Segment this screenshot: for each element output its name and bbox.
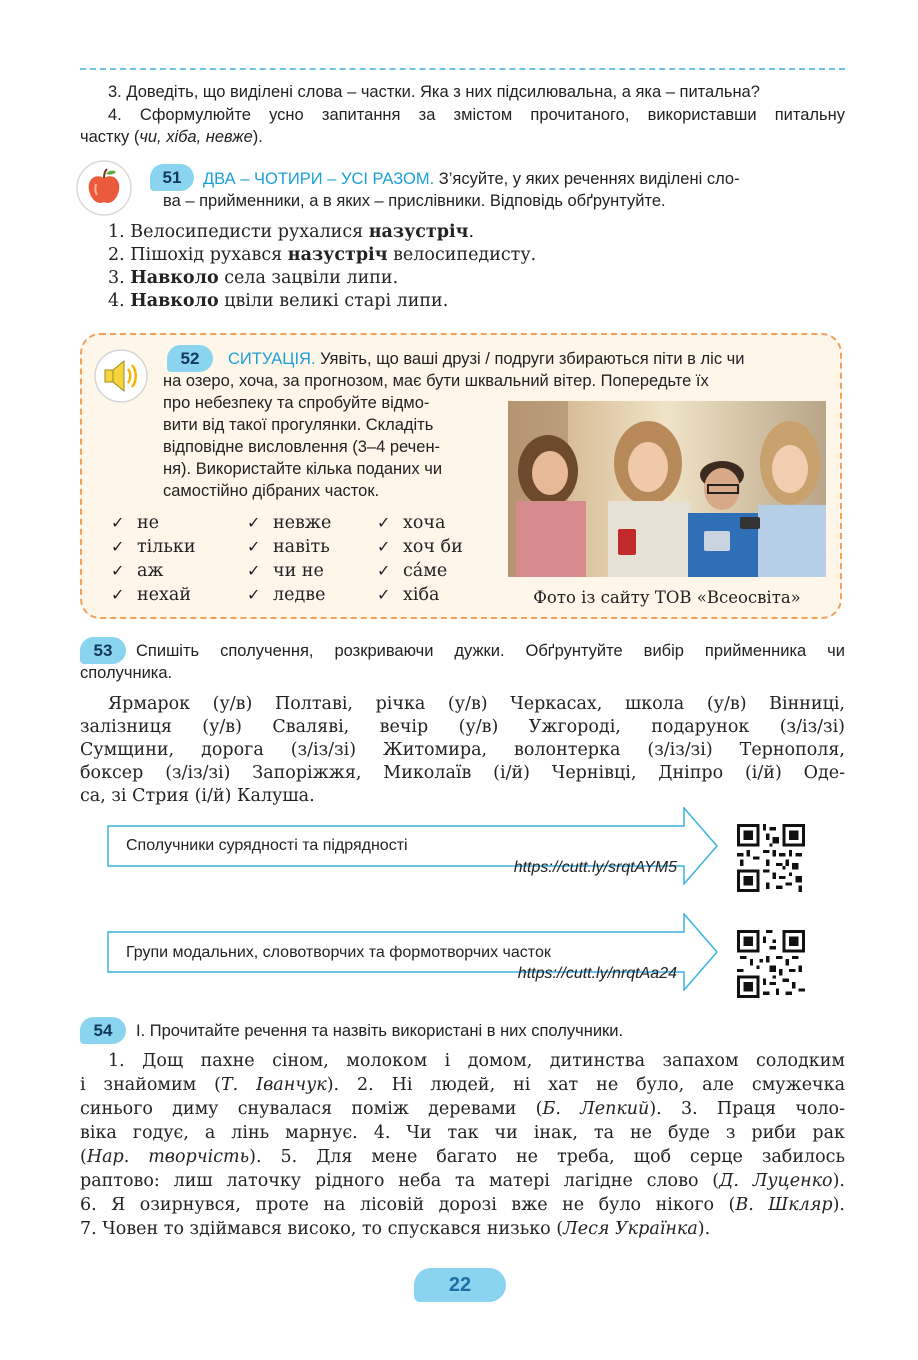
exercise-51-sentence-1: 1. Велосипедисти рухалися назустріч. [108,222,475,242]
question-4-line-1: 4. Сформулюйте усно запитання за змістом прочитаного, використавши питальну [108,106,845,124]
exercise-54-line-5: (Нар. творчість). 5. Для мене багато не треба, щоб серце забилось [80,1147,845,1167]
particle-item: ✓ не [111,513,160,533]
exercise-54-line-7: 6. Я озирнувся, проте на лісовій дорозі вже не було нікого (В. Шкляр). [80,1195,845,1215]
particle-item: ✓ тільки [111,537,196,557]
exercise-53-text-line-5: са, зі Стрия (і/й) Калуша. [80,786,315,806]
exercise-52-badge: 52 [167,345,213,372]
particle-item: ✓ чи не [247,561,324,581]
link-title: Сполучники сурядності та підрядності [126,837,408,854]
particle-item: ✓ хоча [377,513,446,533]
exercise-51-sentence-4: 4. Навколо цвіли великі старі липи. [108,291,449,311]
exercise-53-badge: 53 [80,637,126,664]
top-divider [80,68,845,70]
exercise-52-line-6: ня). Використайте кілька поданих чи [163,460,443,478]
exercise-54-badge: 54 [80,1017,126,1044]
exercise-51-badge: 51 [150,164,194,191]
exercise-54-line-4: віка годує, а лінь марнує. 4. Чи так чи інак, та не буде з риби рак [80,1123,845,1143]
exercise-52-line-1: СИТУАЦІЯ. Уявіть, що ваші друзі / подруги збираються піти в ліс чи [228,350,745,368]
exercise-53-task-line-2: сполучника. [80,664,173,682]
exercise-51-task-line-2: ва – прийменники, а в яких – прислівники. Відповідь обґрунтуйте. [163,192,666,210]
link-url[interactable]: https://cutt.ly/srqtAYM5 [513,859,677,876]
exercise-52-line-7: самостійно дібраних часток. [163,482,380,500]
exercise-51-task-line-1: ДВА – ЧОТИРИ – УСІ РАЗОМ. З’ясуйте, у яких реченнях виділені сло- [203,170,740,188]
exercise-54-task: І. Прочитайте речення та назвіть використані в них сполучники. [136,1022,624,1040]
exercise-52-line-3: про небезпеку та спробуйте відмо- [163,394,430,412]
particle-item: ✓ аж [111,561,164,581]
exercise-52-line-4: вити від такої прогулянки. Складіть [163,416,434,434]
exercise-52-line-5: відповідне висловлення (3–4 речен- [163,438,441,456]
page-number: 22 [414,1268,506,1302]
link-title: Групи модальних, словотворчих та формотворчих часток [126,944,551,961]
exercise-53-text-line-4: боксер (з/із/зі) Запоріжжя, Миколаїв (і/й) Чернівці, Дніпро (і/й) Оде- [80,763,845,783]
particle-item: ✓ навіть [247,537,330,557]
apple-icon [76,160,132,216]
exercise-54-line-2: і знайомим (Т. Іванчук). 2. Ні людей, ні хат не було, але смужечка [80,1075,845,1095]
exercise-53-text-line-1: Ярмарок (у/в) Полтаві, річка (у/в) Черкасах, школа (у/в) Вінниці, [108,694,845,714]
exercise-51-heading: ДВА – ЧОТИРИ – УСІ РАЗОМ. [203,170,435,188]
exercise-54-line-6: раптово: лиш латочку рідного неба та матері лагідне слово (Д. Луценко). [80,1171,845,1191]
particle-item: ✓ хоч би [377,537,463,557]
exercise-51-sentence-3: 3. Навколо села зацвіли липи. [108,268,399,288]
exercise-53-task-line-1: Спишіть сполучення, розкриваючи дужки. Обґрунтуйте вибір прийменника чи [136,642,845,660]
link-url[interactable]: https://cutt.ly/nrqtAa24 [517,965,677,982]
exercise-54-line-3: синього диму снувалася поміж деревами (Б. Лепкий). 3. Праця чоло- [80,1099,845,1119]
photo-kids-with-phones [508,401,826,577]
question-4-particles: чи, хіба, невже [139,128,253,146]
speaker-icon [94,349,148,403]
exercise-51-sentence-2: 2. Пішохід рухався назустріч велосипедисту. [108,245,537,265]
exercise-54-line-1: 1. Дощ пахне сіном, молоком і домом, дитинства запахом солодким [108,1051,845,1071]
qr-code-icon[interactable] [737,930,805,998]
exercise-52-line-2: на озеро, хоча, за прогнозом, має бути шквальний вітер. Попередьте їх [163,372,709,390]
question-4-line-2: частку (чи, хіба, невже). [80,128,263,146]
particle-item: ✓ нехай [111,585,191,605]
exercise-54-line-8: 7. Човен то здіймався високо, то спускався низько (Леся Українка). [80,1219,711,1239]
particle-item: ✓ ледве [247,585,326,605]
exercise-53-text-line-2: залізниця (у/в) Сваляві, вечір (у/в) Ужгороді, подарунок (з/із/зі) [80,717,845,737]
particle-item: ✓ невже [247,513,332,533]
exercise-52-heading: СИТУАЦІЯ. [228,350,316,368]
exercise-53-text-line-3: Сумщини, дорога (з/із/зі) Житомира, волонтерка (з/із/зі) Тернополя, [80,740,845,760]
particle-item: ✓ са́ме [377,561,448,581]
particle-item: ✓ хіба [377,585,440,605]
photo-caption: Фото із сайту ТОВ «Всеосвіта» [533,588,801,607]
question-3: 3. Доведіть, що виділені слова – частки. Яка з них підсилювальна, а яка – питальна? [108,83,760,101]
link-card-particles[interactable] [107,913,719,991]
qr-code-icon[interactable] [737,824,805,892]
link-card-conjunctions[interactable] [107,807,719,885]
